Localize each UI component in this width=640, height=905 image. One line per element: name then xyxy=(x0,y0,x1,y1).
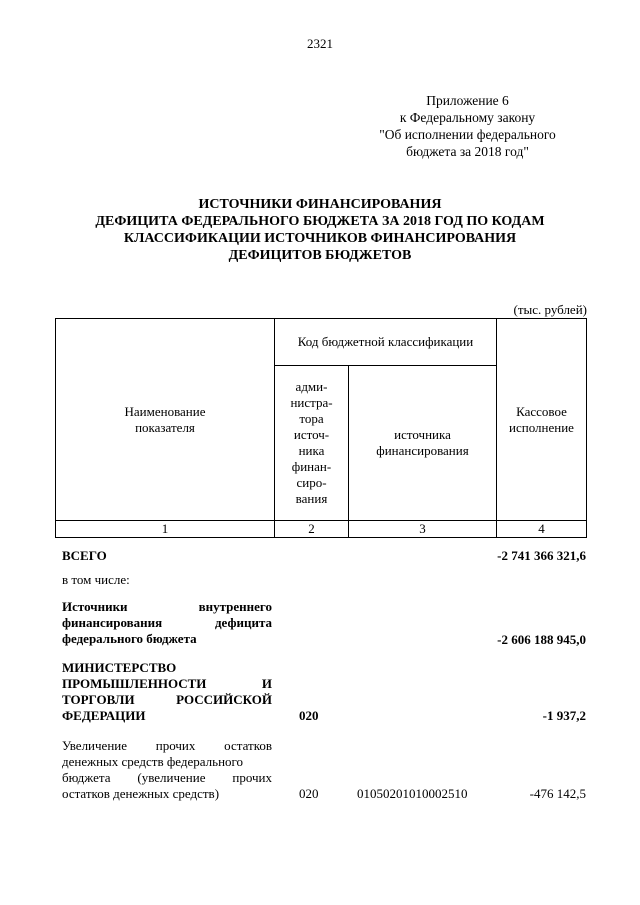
header-text: Наименование xyxy=(124,403,206,419)
header-admin-column xyxy=(275,366,349,521)
row-text-line: Источники внутреннего xyxy=(62,599,272,614)
header-text: Кассовое xyxy=(516,403,567,419)
row-text-line: остатков денежных средств) xyxy=(62,786,220,801)
header-text: финансирования xyxy=(376,443,469,458)
header-source-column xyxy=(349,366,497,521)
appendix-line: Приложение 6 xyxy=(426,93,509,108)
row-total-label: ВСЕГО xyxy=(62,548,107,563)
title-line: ИСТОЧНИКИ ФИНАНСИРОВАНИЯ xyxy=(198,197,442,212)
row-text-line: МИНИСТЕРСТВО xyxy=(62,660,177,675)
row-ministry-amount: -1 937,2 xyxy=(542,708,586,723)
row-increase-admin: 020 xyxy=(299,786,319,801)
title-line: ДЕФИЦИТА ФЕДЕРАЛЬНОГО БЮДЖЕТА ЗА 2018 ГОД ПО КОДАМ xyxy=(95,214,545,229)
column-number: 3 xyxy=(349,521,497,538)
row-increase-label xyxy=(62,738,272,802)
row-domestic-label xyxy=(62,599,272,647)
header-text: нистра- xyxy=(290,395,333,410)
appendix-line: "Об исполнении федерального xyxy=(379,127,556,142)
header-text: ника xyxy=(298,443,325,458)
column-number: 2 xyxy=(275,521,349,538)
row-total-amount: -2 741 366 321,6 xyxy=(497,548,586,563)
row-text-line: денежных средств федерального xyxy=(62,754,244,769)
header-text: источника xyxy=(394,427,451,442)
row-text-line: ТОРГОВЛИ РОССИЙСКОЙ xyxy=(62,692,272,707)
appendix-reference xyxy=(360,92,575,160)
row-ministry-admin: 020 xyxy=(299,708,319,723)
units-label: (тыс. рублей) xyxy=(513,302,587,317)
row-including-label: в том числе: xyxy=(62,572,130,587)
row-text-line: ПРОМЫШЛЕННОСТИ И xyxy=(62,676,272,691)
table-header xyxy=(55,318,587,538)
header-text: сиро- xyxy=(296,475,327,490)
row-text-line: Увеличение прочих остатков xyxy=(62,738,272,753)
row-text-line: ФЕДЕРАЦИИ xyxy=(62,708,146,723)
row-increase-amount: -476 142,5 xyxy=(529,786,586,801)
header-text: исполнение xyxy=(509,419,574,435)
page-number: 2321 xyxy=(307,36,333,51)
row-text-line: федерального бюджета xyxy=(62,631,197,646)
row-text-line: бюджета (увеличение прочих xyxy=(62,770,272,785)
row-domestic-amount: -2 606 188 945,0 xyxy=(497,632,586,647)
appendix-line: бюджета за 2018 год" xyxy=(406,144,529,159)
column-number: 1 xyxy=(56,521,275,538)
document-title xyxy=(40,196,600,264)
appendix-line: к Федеральному закону xyxy=(399,110,536,125)
title-line: КЛАССИФИКАЦИИ ИСТОЧНИКОВ ФИНАНСИРОВАНИЯ xyxy=(123,231,517,246)
header-text: источ- xyxy=(293,427,330,442)
row-ministry-label xyxy=(62,660,272,724)
header-text: показателя xyxy=(135,419,195,435)
header-text: тора xyxy=(299,411,324,426)
header-text: адми- xyxy=(295,379,328,394)
header-code-group: Код бюджетной классификации xyxy=(275,319,497,366)
column-number: 4 xyxy=(497,521,587,538)
header-name-column xyxy=(56,319,275,521)
row-increase-code: 01050201010002510 xyxy=(357,786,468,801)
header-text: вания xyxy=(295,491,328,506)
row-text-line: финансирования дефицита xyxy=(62,615,272,630)
header-amount-column xyxy=(497,319,587,521)
title-line: ДЕФИЦИТОВ БЮДЖЕТОВ xyxy=(228,248,412,263)
header-text: финан- xyxy=(291,459,332,474)
